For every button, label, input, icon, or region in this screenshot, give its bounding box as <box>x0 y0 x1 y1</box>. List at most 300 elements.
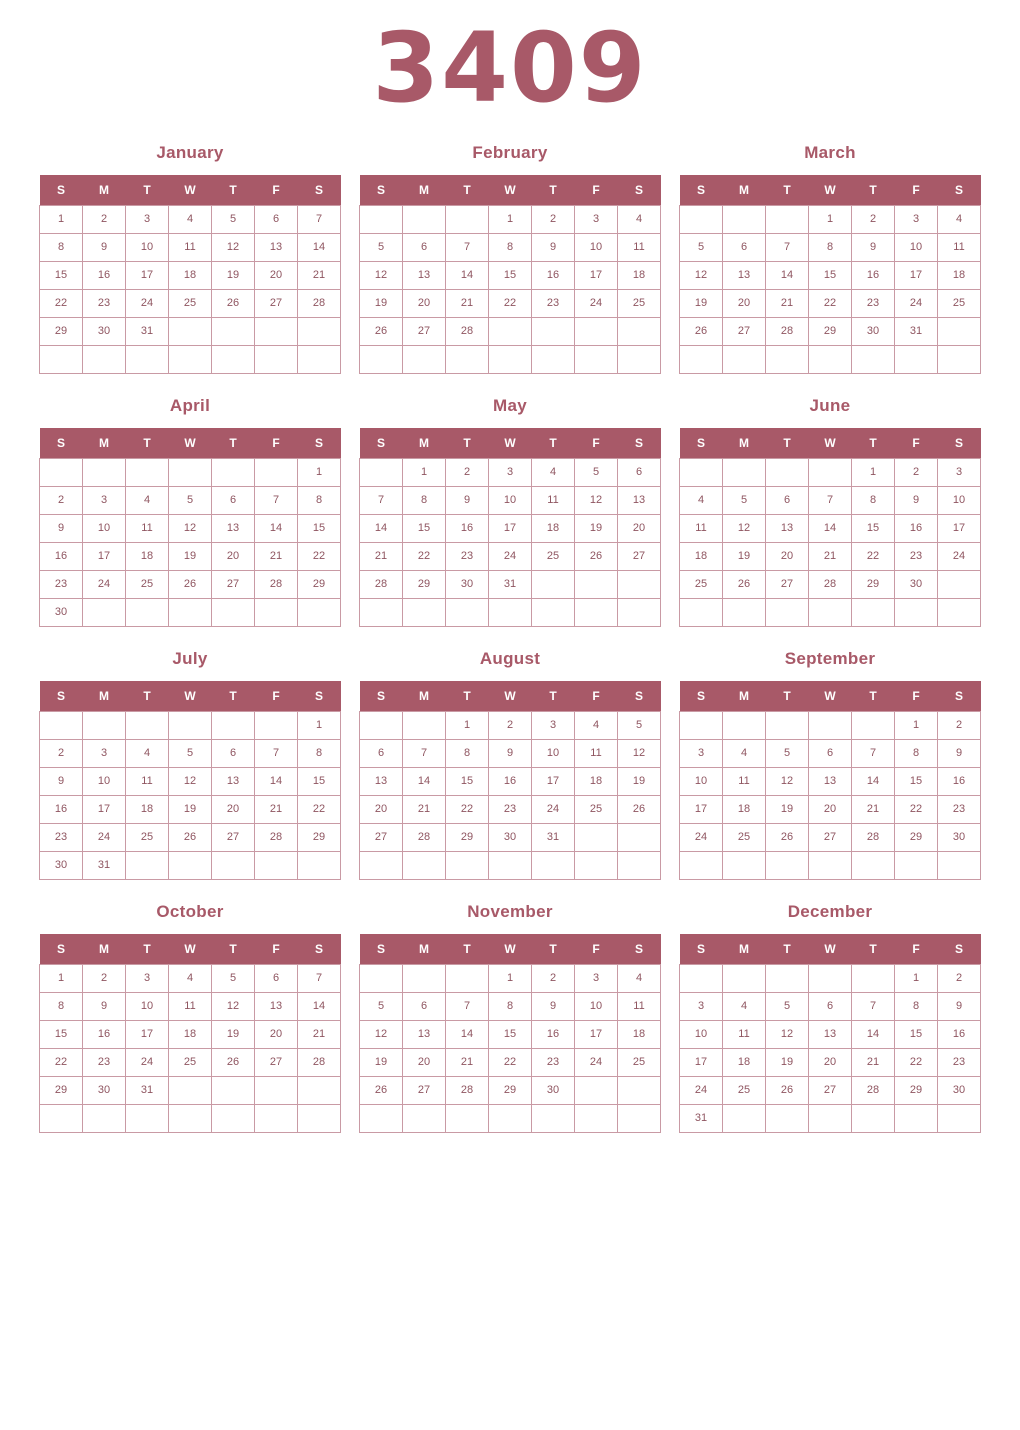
day-cell[interactable]: 11 <box>723 1020 766 1048</box>
day-cell[interactable]: 8 <box>895 739 938 767</box>
day-cell[interactable]: 3 <box>895 205 938 233</box>
day-cell[interactable]: 21 <box>360 542 403 570</box>
day-cell[interactable]: 14 <box>809 514 852 542</box>
day-cell[interactable]: 12 <box>169 767 212 795</box>
day-cell[interactable]: 15 <box>489 261 532 289</box>
day-cell[interactable]: 3 <box>126 964 169 992</box>
day-cell[interactable]: 12 <box>360 261 403 289</box>
day-cell[interactable]: 9 <box>938 739 981 767</box>
day-cell[interactable]: 1 <box>489 964 532 992</box>
day-cell[interactable]: 13 <box>766 514 809 542</box>
day-cell[interactable]: 25 <box>532 542 575 570</box>
day-cell[interactable]: 15 <box>809 261 852 289</box>
day-cell[interactable]: 20 <box>255 261 298 289</box>
day-cell[interactable]: 11 <box>723 767 766 795</box>
day-cell[interactable]: 20 <box>766 542 809 570</box>
day-cell[interactable]: 31 <box>532 823 575 851</box>
day-cell[interactable]: 15 <box>895 1020 938 1048</box>
day-cell[interactable]: 29 <box>809 317 852 345</box>
day-cell[interactable]: 26 <box>680 317 723 345</box>
day-cell[interactable]: 21 <box>852 1048 895 1076</box>
day-cell[interactable]: 20 <box>809 1048 852 1076</box>
day-cell[interactable]: 11 <box>938 233 981 261</box>
day-cell[interactable]: 6 <box>255 205 298 233</box>
day-cell[interactable]: 30 <box>852 317 895 345</box>
day-cell[interactable]: 16 <box>83 1020 126 1048</box>
day-cell[interactable]: 26 <box>169 823 212 851</box>
day-cell[interactable]: 4 <box>938 205 981 233</box>
day-cell[interactable]: 23 <box>489 795 532 823</box>
day-cell[interactable]: 11 <box>169 992 212 1020</box>
day-cell[interactable]: 5 <box>212 964 255 992</box>
day-cell[interactable]: 13 <box>809 1020 852 1048</box>
day-cell[interactable]: 8 <box>446 739 489 767</box>
day-cell[interactable]: 12 <box>575 486 618 514</box>
day-cell[interactable]: 17 <box>680 795 723 823</box>
day-cell[interactable]: 17 <box>489 514 532 542</box>
day-cell[interactable]: 17 <box>575 261 618 289</box>
day-cell[interactable]: 8 <box>298 739 341 767</box>
day-cell[interactable]: 7 <box>809 486 852 514</box>
day-cell[interactable]: 15 <box>40 261 83 289</box>
day-cell[interactable]: 6 <box>360 739 403 767</box>
day-cell[interactable]: 5 <box>618 711 661 739</box>
day-cell[interactable]: 3 <box>489 458 532 486</box>
day-cell[interactable]: 22 <box>809 289 852 317</box>
day-cell[interactable]: 16 <box>938 767 981 795</box>
day-cell[interactable]: 25 <box>618 1048 661 1076</box>
day-cell[interactable]: 4 <box>126 486 169 514</box>
day-cell[interactable]: 17 <box>126 261 169 289</box>
day-cell[interactable]: 10 <box>126 992 169 1020</box>
day-cell[interactable]: 1 <box>403 458 446 486</box>
day-cell[interactable]: 13 <box>212 767 255 795</box>
day-cell[interactable]: 17 <box>532 767 575 795</box>
day-cell[interactable]: 21 <box>446 289 489 317</box>
day-cell[interactable]: 28 <box>766 317 809 345</box>
day-cell[interactable]: 14 <box>298 992 341 1020</box>
day-cell[interactable]: 17 <box>938 514 981 542</box>
day-cell[interactable]: 14 <box>298 233 341 261</box>
day-cell[interactable]: 16 <box>938 1020 981 1048</box>
day-cell[interactable]: 6 <box>618 458 661 486</box>
day-cell[interactable]: 3 <box>532 711 575 739</box>
day-cell[interactable]: 14 <box>255 514 298 542</box>
day-cell[interactable]: 20 <box>212 542 255 570</box>
day-cell[interactable]: 22 <box>40 1048 83 1076</box>
day-cell[interactable]: 15 <box>852 514 895 542</box>
day-cell[interactable]: 5 <box>680 233 723 261</box>
day-cell[interactable]: 14 <box>766 261 809 289</box>
day-cell[interactable]: 1 <box>40 964 83 992</box>
day-cell[interactable]: 29 <box>895 823 938 851</box>
day-cell[interactable]: 27 <box>723 317 766 345</box>
day-cell[interactable]: 25 <box>618 289 661 317</box>
day-cell[interactable]: 2 <box>446 458 489 486</box>
day-cell[interactable]: 16 <box>532 261 575 289</box>
day-cell[interactable]: 7 <box>446 233 489 261</box>
day-cell[interactable]: 16 <box>489 767 532 795</box>
day-cell[interactable]: 8 <box>298 486 341 514</box>
day-cell[interactable]: 26 <box>575 542 618 570</box>
day-cell[interactable]: 8 <box>40 233 83 261</box>
day-cell[interactable]: 2 <box>532 964 575 992</box>
day-cell[interactable]: 6 <box>403 233 446 261</box>
day-cell[interactable]: 17 <box>83 542 126 570</box>
day-cell[interactable]: 19 <box>723 542 766 570</box>
day-cell[interactable]: 13 <box>403 261 446 289</box>
day-cell[interactable]: 8 <box>489 233 532 261</box>
day-cell[interactable]: 15 <box>403 514 446 542</box>
day-cell[interactable]: 30 <box>938 1076 981 1104</box>
day-cell[interactable]: 12 <box>212 992 255 1020</box>
day-cell[interactable]: 24 <box>489 542 532 570</box>
day-cell[interactable]: 21 <box>809 542 852 570</box>
day-cell[interactable]: 18 <box>723 795 766 823</box>
day-cell[interactable]: 23 <box>895 542 938 570</box>
day-cell[interactable]: 9 <box>489 739 532 767</box>
day-cell[interactable]: 18 <box>532 514 575 542</box>
day-cell[interactable]: 26 <box>766 823 809 851</box>
day-cell[interactable]: 17 <box>126 1020 169 1048</box>
day-cell[interactable]: 15 <box>298 514 341 542</box>
day-cell[interactable]: 23 <box>40 570 83 598</box>
day-cell[interactable]: 11 <box>618 992 661 1020</box>
day-cell[interactable]: 11 <box>680 514 723 542</box>
day-cell[interactable]: 4 <box>680 486 723 514</box>
day-cell[interactable]: 16 <box>83 261 126 289</box>
day-cell[interactable]: 1 <box>895 711 938 739</box>
day-cell[interactable]: 23 <box>446 542 489 570</box>
day-cell[interactable]: 17 <box>895 261 938 289</box>
day-cell[interactable]: 12 <box>360 1020 403 1048</box>
day-cell[interactable]: 10 <box>83 514 126 542</box>
day-cell[interactable]: 13 <box>212 514 255 542</box>
day-cell[interactable]: 5 <box>169 486 212 514</box>
day-cell[interactable]: 20 <box>255 1020 298 1048</box>
day-cell[interactable]: 29 <box>40 1076 83 1104</box>
day-cell[interactable]: 4 <box>618 964 661 992</box>
day-cell[interactable]: 1 <box>298 711 341 739</box>
day-cell[interactable]: 12 <box>212 233 255 261</box>
day-cell[interactable]: 7 <box>255 739 298 767</box>
day-cell[interactable]: 25 <box>723 1076 766 1104</box>
day-cell[interactable]: 5 <box>766 992 809 1020</box>
day-cell[interactable]: 21 <box>852 795 895 823</box>
day-cell[interactable]: 2 <box>852 205 895 233</box>
day-cell[interactable]: 26 <box>360 317 403 345</box>
day-cell[interactable]: 12 <box>766 767 809 795</box>
day-cell[interactable]: 13 <box>255 233 298 261</box>
day-cell[interactable]: 10 <box>83 767 126 795</box>
day-cell[interactable]: 8 <box>895 992 938 1020</box>
day-cell[interactable]: 12 <box>723 514 766 542</box>
day-cell[interactable]: 30 <box>83 317 126 345</box>
day-cell[interactable]: 26 <box>766 1076 809 1104</box>
day-cell[interactable]: 24 <box>532 795 575 823</box>
day-cell[interactable]: 29 <box>446 823 489 851</box>
day-cell[interactable]: 31 <box>895 317 938 345</box>
day-cell[interactable]: 22 <box>446 795 489 823</box>
day-cell[interactable]: 11 <box>618 233 661 261</box>
day-cell[interactable]: 17 <box>575 1020 618 1048</box>
day-cell[interactable]: 7 <box>255 486 298 514</box>
day-cell[interactable]: 12 <box>680 261 723 289</box>
day-cell[interactable]: 5 <box>575 458 618 486</box>
day-cell[interactable]: 27 <box>360 823 403 851</box>
day-cell[interactable]: 24 <box>938 542 981 570</box>
day-cell[interactable]: 2 <box>489 711 532 739</box>
day-cell[interactable]: 5 <box>360 992 403 1020</box>
day-cell[interactable]: 8 <box>489 992 532 1020</box>
day-cell[interactable]: 15 <box>446 767 489 795</box>
day-cell[interactable]: 19 <box>212 1020 255 1048</box>
day-cell[interactable]: 27 <box>212 823 255 851</box>
day-cell[interactable]: 25 <box>680 570 723 598</box>
day-cell[interactable]: 10 <box>489 486 532 514</box>
day-cell[interactable]: 20 <box>723 289 766 317</box>
day-cell[interactable]: 11 <box>126 514 169 542</box>
day-cell[interactable]: 24 <box>680 1076 723 1104</box>
day-cell[interactable]: 10 <box>895 233 938 261</box>
day-cell[interactable]: 13 <box>360 767 403 795</box>
day-cell[interactable]: 22 <box>298 542 341 570</box>
day-cell[interactable]: 28 <box>852 1076 895 1104</box>
day-cell[interactable]: 22 <box>40 289 83 317</box>
day-cell[interactable]: 24 <box>575 1048 618 1076</box>
day-cell[interactable]: 30 <box>895 570 938 598</box>
day-cell[interactable]: 28 <box>255 570 298 598</box>
day-cell[interactable]: 15 <box>40 1020 83 1048</box>
day-cell[interactable]: 24 <box>895 289 938 317</box>
day-cell[interactable]: 30 <box>532 1076 575 1104</box>
day-cell[interactable]: 13 <box>723 261 766 289</box>
day-cell[interactable]: 6 <box>809 739 852 767</box>
day-cell[interactable]: 23 <box>532 1048 575 1076</box>
day-cell[interactable]: 29 <box>403 570 446 598</box>
day-cell[interactable]: 27 <box>255 1048 298 1076</box>
day-cell[interactable]: 15 <box>895 767 938 795</box>
day-cell[interactable]: 6 <box>212 486 255 514</box>
day-cell[interactable]: 9 <box>40 514 83 542</box>
day-cell[interactable]: 18 <box>618 1020 661 1048</box>
day-cell[interactable]: 18 <box>126 795 169 823</box>
day-cell[interactable]: 24 <box>126 289 169 317</box>
day-cell[interactable]: 4 <box>126 739 169 767</box>
day-cell[interactable]: 10 <box>532 739 575 767</box>
day-cell[interactable]: 19 <box>618 767 661 795</box>
day-cell[interactable]: 18 <box>126 542 169 570</box>
day-cell[interactable]: 9 <box>532 233 575 261</box>
day-cell[interactable]: 20 <box>809 795 852 823</box>
day-cell[interactable]: 7 <box>852 739 895 767</box>
day-cell[interactable]: 25 <box>575 795 618 823</box>
day-cell[interactable]: 3 <box>575 205 618 233</box>
day-cell[interactable]: 30 <box>40 598 83 626</box>
day-cell[interactable]: 2 <box>938 964 981 992</box>
day-cell[interactable]: 20 <box>403 1048 446 1076</box>
day-cell[interactable]: 6 <box>403 992 446 1020</box>
day-cell[interactable]: 28 <box>809 570 852 598</box>
day-cell[interactable]: 18 <box>169 261 212 289</box>
day-cell[interactable]: 27 <box>766 570 809 598</box>
day-cell[interactable]: 3 <box>83 739 126 767</box>
day-cell[interactable]: 31 <box>126 1076 169 1104</box>
day-cell[interactable]: 23 <box>83 289 126 317</box>
day-cell[interactable]: 23 <box>83 1048 126 1076</box>
day-cell[interactable]: 5 <box>360 233 403 261</box>
day-cell[interactable]: 28 <box>255 823 298 851</box>
day-cell[interactable]: 19 <box>169 795 212 823</box>
day-cell[interactable]: 26 <box>618 795 661 823</box>
day-cell[interactable]: 22 <box>852 542 895 570</box>
day-cell[interactable]: 21 <box>255 542 298 570</box>
day-cell[interactable]: 12 <box>618 739 661 767</box>
day-cell[interactable]: 11 <box>532 486 575 514</box>
day-cell[interactable]: 7 <box>766 233 809 261</box>
day-cell[interactable]: 17 <box>680 1048 723 1076</box>
day-cell[interactable]: 23 <box>40 823 83 851</box>
day-cell[interactable]: 27 <box>809 823 852 851</box>
day-cell[interactable]: 24 <box>126 1048 169 1076</box>
day-cell[interactable]: 21 <box>255 795 298 823</box>
day-cell[interactable]: 30 <box>489 823 532 851</box>
day-cell[interactable]: 2 <box>40 486 83 514</box>
day-cell[interactable]: 16 <box>40 795 83 823</box>
day-cell[interactable]: 27 <box>255 289 298 317</box>
day-cell[interactable]: 25 <box>169 289 212 317</box>
day-cell[interactable]: 1 <box>446 711 489 739</box>
day-cell[interactable]: 23 <box>532 289 575 317</box>
day-cell[interactable]: 23 <box>852 289 895 317</box>
day-cell[interactable]: 19 <box>766 1048 809 1076</box>
day-cell[interactable]: 18 <box>680 542 723 570</box>
day-cell[interactable]: 9 <box>938 992 981 1020</box>
day-cell[interactable]: 5 <box>212 205 255 233</box>
day-cell[interactable]: 5 <box>723 486 766 514</box>
day-cell[interactable]: 5 <box>766 739 809 767</box>
day-cell[interactable]: 9 <box>446 486 489 514</box>
day-cell[interactable]: 7 <box>403 739 446 767</box>
day-cell[interactable]: 10 <box>680 1020 723 1048</box>
day-cell[interactable]: 11 <box>169 233 212 261</box>
day-cell[interactable]: 10 <box>575 233 618 261</box>
day-cell[interactable]: 1 <box>489 205 532 233</box>
day-cell[interactable]: 10 <box>938 486 981 514</box>
day-cell[interactable]: 22 <box>298 795 341 823</box>
day-cell[interactable]: 24 <box>83 823 126 851</box>
day-cell[interactable]: 4 <box>575 711 618 739</box>
day-cell[interactable]: 29 <box>489 1076 532 1104</box>
day-cell[interactable]: 21 <box>766 289 809 317</box>
day-cell[interactable]: 18 <box>618 261 661 289</box>
day-cell[interactable]: 25 <box>169 1048 212 1076</box>
day-cell[interactable]: 22 <box>403 542 446 570</box>
day-cell[interactable]: 28 <box>446 317 489 345</box>
day-cell[interactable]: 17 <box>83 795 126 823</box>
day-cell[interactable]: 26 <box>212 289 255 317</box>
day-cell[interactable]: 28 <box>360 570 403 598</box>
day-cell[interactable]: 11 <box>575 739 618 767</box>
day-cell[interactable]: 25 <box>723 823 766 851</box>
day-cell[interactable]: 22 <box>895 795 938 823</box>
day-cell[interactable]: 27 <box>403 1076 446 1104</box>
day-cell[interactable]: 21 <box>403 795 446 823</box>
day-cell[interactable]: 1 <box>895 964 938 992</box>
day-cell[interactable]: 4 <box>169 205 212 233</box>
day-cell[interactable]: 7 <box>298 205 341 233</box>
day-cell[interactable]: 27 <box>809 1076 852 1104</box>
day-cell[interactable]: 9 <box>83 992 126 1020</box>
day-cell[interactable]: 27 <box>212 570 255 598</box>
day-cell[interactable]: 10 <box>126 233 169 261</box>
day-cell[interactable]: 30 <box>83 1076 126 1104</box>
day-cell[interactable]: 28 <box>298 289 341 317</box>
day-cell[interactable]: 19 <box>575 514 618 542</box>
day-cell[interactable]: 9 <box>895 486 938 514</box>
day-cell[interactable]: 4 <box>618 205 661 233</box>
day-cell[interactable]: 9 <box>40 767 83 795</box>
day-cell[interactable]: 13 <box>809 767 852 795</box>
day-cell[interactable]: 4 <box>723 992 766 1020</box>
day-cell[interactable]: 25 <box>938 289 981 317</box>
day-cell[interactable]: 23 <box>938 1048 981 1076</box>
day-cell[interactable]: 4 <box>532 458 575 486</box>
day-cell[interactable]: 15 <box>489 1020 532 1048</box>
day-cell[interactable]: 18 <box>723 1048 766 1076</box>
day-cell[interactable]: 4 <box>723 739 766 767</box>
day-cell[interactable]: 26 <box>212 1048 255 1076</box>
day-cell[interactable]: 7 <box>446 992 489 1020</box>
day-cell[interactable]: 5 <box>169 739 212 767</box>
day-cell[interactable]: 10 <box>575 992 618 1020</box>
day-cell[interactable]: 1 <box>40 205 83 233</box>
day-cell[interactable]: 9 <box>532 992 575 1020</box>
day-cell[interactable]: 20 <box>360 795 403 823</box>
day-cell[interactable]: 3 <box>126 205 169 233</box>
day-cell[interactable]: 20 <box>618 514 661 542</box>
day-cell[interactable]: 22 <box>489 1048 532 1076</box>
day-cell[interactable]: 18 <box>169 1020 212 1048</box>
day-cell[interactable]: 4 <box>169 964 212 992</box>
day-cell[interactable]: 16 <box>895 514 938 542</box>
day-cell[interactable]: 8 <box>852 486 895 514</box>
day-cell[interactable]: 22 <box>489 289 532 317</box>
day-cell[interactable]: 14 <box>852 1020 895 1048</box>
day-cell[interactable]: 3 <box>83 486 126 514</box>
day-cell[interactable]: 2 <box>83 205 126 233</box>
day-cell[interactable]: 30 <box>446 570 489 598</box>
day-cell[interactable]: 14 <box>446 1020 489 1048</box>
day-cell[interactable]: 15 <box>298 767 341 795</box>
day-cell[interactable]: 6 <box>723 233 766 261</box>
day-cell[interactable]: 26 <box>723 570 766 598</box>
day-cell[interactable]: 19 <box>169 542 212 570</box>
day-cell[interactable]: 13 <box>403 1020 446 1048</box>
day-cell[interactable]: 11 <box>126 767 169 795</box>
day-cell[interactable]: 2 <box>532 205 575 233</box>
day-cell[interactable]: 2 <box>895 458 938 486</box>
day-cell[interactable]: 19 <box>680 289 723 317</box>
day-cell[interactable]: 14 <box>852 767 895 795</box>
day-cell[interactable]: 31 <box>83 851 126 879</box>
day-cell[interactable]: 8 <box>809 233 852 261</box>
day-cell[interactable]: 31 <box>489 570 532 598</box>
day-cell[interactable]: 29 <box>895 1076 938 1104</box>
day-cell[interactable]: 18 <box>938 261 981 289</box>
day-cell[interactable]: 24 <box>680 823 723 851</box>
day-cell[interactable]: 22 <box>895 1048 938 1076</box>
